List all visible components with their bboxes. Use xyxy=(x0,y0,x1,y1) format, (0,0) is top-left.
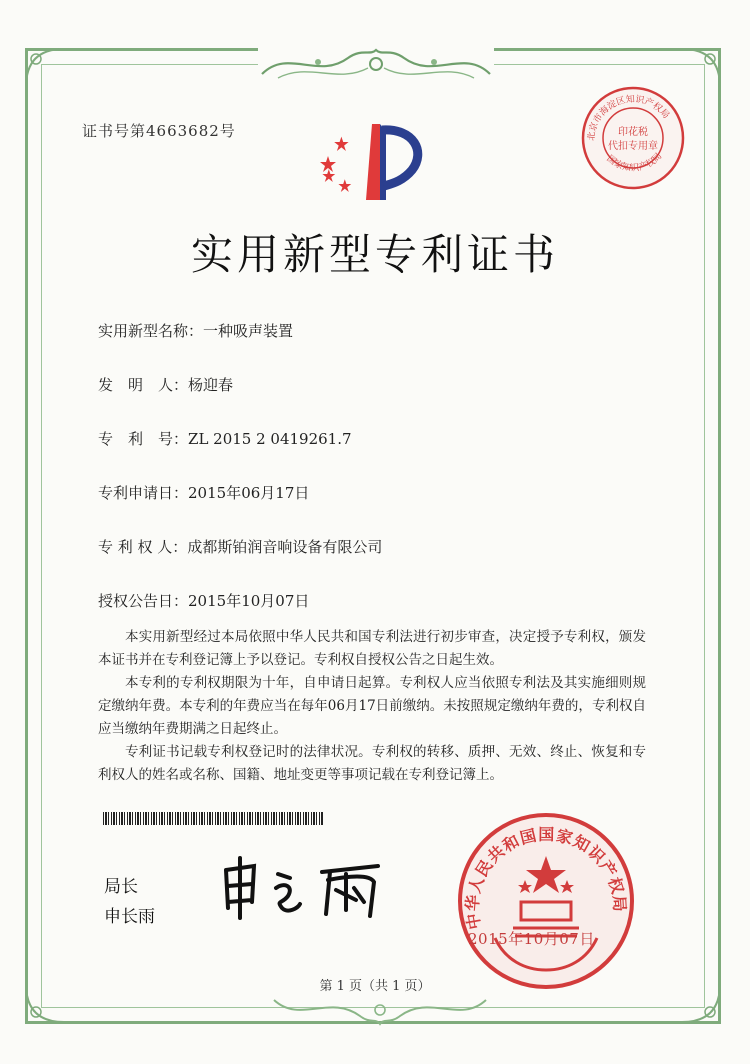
field-label: 发 明 人： xyxy=(98,376,189,394)
field-value: 一种吸声装置 xyxy=(203,322,294,340)
seal-date: 2015年10月07日 xyxy=(468,930,595,948)
certificate-body-text xyxy=(98,626,646,787)
field-label: 专 利 权 人： xyxy=(98,538,188,556)
certificate-number: 证书号第4663682号 xyxy=(82,122,236,140)
svg-text:国家知识产权局: 国家知识产权局 xyxy=(604,151,665,174)
svg-text:印花税: 印花税 xyxy=(618,127,648,138)
body-paragraph-2: 本专利的专利权期限为十年，自申请日起算。专利权人应当依照专利法及其实施细则规定缴纳年费。本专利的年费应当在每年06月17日前缴纳。未按照规定缴纳年费的，专利权自应当缴纳年费期满之日起终止。 xyxy=(98,675,646,737)
field-label: 实用新型名称： xyxy=(98,322,204,340)
certificate-title: 实用新型专利证书 xyxy=(190,230,559,279)
field-grant-date xyxy=(98,590,309,611)
body-paragraph-3: 专利证书记载专利权登记时的法律状况。专利权的转移、质押、无效、终止、恢复和专利权人的姓名或名称、国籍、地址变更等事项记载在专利登记簿上。 xyxy=(98,744,646,783)
stamp-duty-seal xyxy=(580,85,686,191)
top-floral-ornament xyxy=(258,44,494,84)
field-value: 杨迎春 xyxy=(188,376,234,394)
officer-name: 申长雨 xyxy=(104,907,155,927)
officer-title: 局长 xyxy=(104,877,138,897)
page-number: 第 1 页（共 1 页） xyxy=(319,979,431,994)
corner-ornament-top-left xyxy=(22,45,68,91)
field-patentee xyxy=(98,536,382,557)
barcode xyxy=(103,812,323,825)
body-paragraph-1: 本实用新型经过本局依照中华人民共和国专利法进行初步审查，决定授予专利权，颁发本证书并在专利登记簿上予以登记。专利权自授权公告之日起生效。 xyxy=(98,629,646,668)
field-filing-date xyxy=(98,482,309,503)
svg-text:北京市海淀区知识产权局: 北京市海淀区知识产权局 xyxy=(586,94,671,142)
svg-text:中华人民共和国国家知识产权局: 中华人民共和国国家知识产权局 xyxy=(462,824,630,931)
field-patent-number xyxy=(98,428,352,449)
field-value: 2015年10月07日 xyxy=(188,592,310,610)
official-red-seal xyxy=(455,810,637,992)
field-value: 2015年06月17日 xyxy=(188,484,310,502)
field-value: 成都斯铂润音响设备有限公司 xyxy=(187,538,383,556)
svg-text:代扣专用章: 代扣专用章 xyxy=(608,141,658,152)
bottom-floral-ornament xyxy=(270,990,490,1030)
field-label: 专利申请日： xyxy=(98,484,189,502)
field-value: ZL 2015 2 0419261.7 xyxy=(188,430,352,448)
patent-office-logo xyxy=(310,120,430,210)
field-inventor xyxy=(98,374,233,395)
field-label: 授权公告日： xyxy=(98,592,189,610)
field-utility-model-name xyxy=(98,320,293,341)
handwritten-signature xyxy=(218,852,388,922)
field-label: 专 利 号： xyxy=(98,430,189,448)
